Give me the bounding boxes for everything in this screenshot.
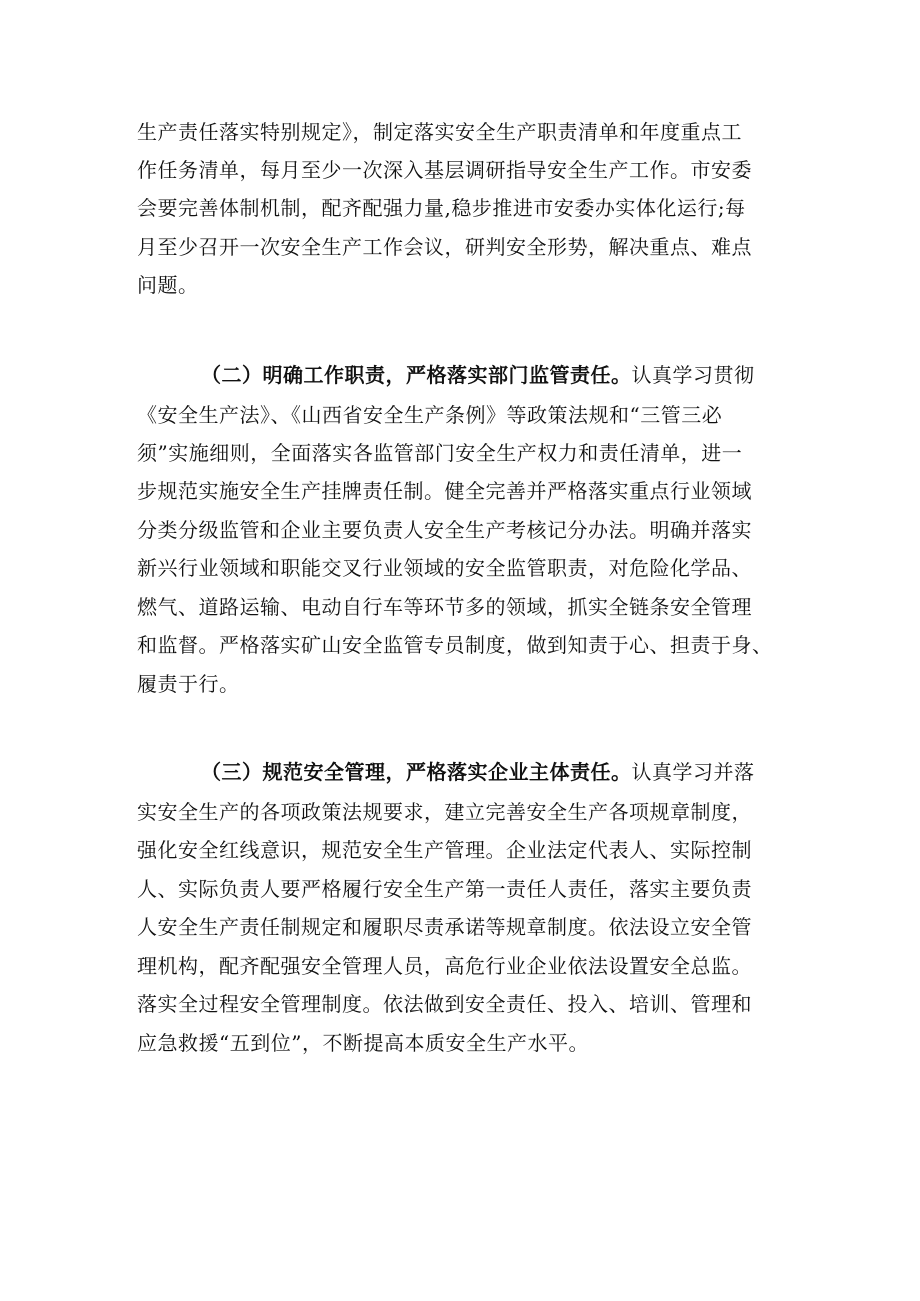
p3-line-6: 理机构，配齐配强安全管理人员，高危行业企业依法设置安全总监。: [137, 954, 752, 978]
p1-line-1: 生产责任落实特别规定》，制定落实安全生产职责清单和年度重点工: [137, 120, 742, 144]
p2-line-7: 燃气、道路运输、电动自行车等环节多的领域，抓实全链条安全管理: [137, 595, 752, 619]
p2-line-8: 和监督。严格落实矿山安全监管专员制度，做到知责于心、担责于身、: [137, 633, 773, 657]
p1-line-4: 月至少召开一次安全生产工作会议，研判安全形势，解决重点、难点: [137, 235, 752, 259]
p3-first-line: [201, 758, 755, 786]
p2-line-2: 《安全生产法》、《山西省安全生产条例》等政策法规和“三管三必: [137, 403, 723, 427]
p3-heading: （三）规范安全管理，严格落实企业主体责任。: [201, 760, 632, 784]
p2-line-4: 步规范实施安全生产挂牌责任制。健全完善并严格落实重点行业领域: [137, 479, 752, 503]
p2-first-line-text: 认真学习贯彻: [631, 363, 755, 387]
p3-first-line-text: 认真学习并落: [631, 760, 755, 784]
p1-line-3: 会要完善体制机制，配齐配强力量,稳步推进市安委办实体化运行;每: [137, 196, 746, 220]
p2-line-5: 分类分级监管和企业主要负责人安全生产考核记分办法。明确并落实: [137, 518, 752, 542]
p3-line-2: 实安全生产的各项政策法规要求，建立完善安全生产各项规章制度，: [137, 800, 752, 824]
p1-line-5: 问题。: [137, 273, 199, 297]
p3-line-4: 人、实际负责人要严格履行安全生产第一责任人责任，落实主要负责: [137, 877, 752, 901]
p3-line-8: 应急救援“五到位”，不断提高本质安全生产水平。: [137, 1031, 589, 1055]
p3-line-7: 落实全过程安全管理制度。依法做到安全责任、投入、培训、管理和: [137, 992, 752, 1016]
p2-line-6: 新兴行业领域和职能交叉行业领域的安全监管职责，对危险化学品、: [137, 556, 752, 580]
p1-line-2: 作任务清单，每月至少一次深入基层调研指导安全生产工作。市安委: [137, 158, 752, 182]
p3-line-3: 强化安全红线意识，规范安全生产管理。企业法定代表人、实际控制: [137, 838, 752, 862]
p2-line-3: 须”实施细则，全面落实各监管部门安全生产权力和责任清单，进一: [137, 441, 743, 465]
p2-heading: （二）明确工作职责，严格落实部门监管责任。: [201, 363, 632, 387]
p2-first-line: [201, 361, 755, 389]
p2-line-9: 履责于行。: [137, 672, 240, 696]
p3-line-5: 人安全生产责任制规定和履职尽责承诺等规章制度。依法设立安全管: [137, 915, 752, 939]
